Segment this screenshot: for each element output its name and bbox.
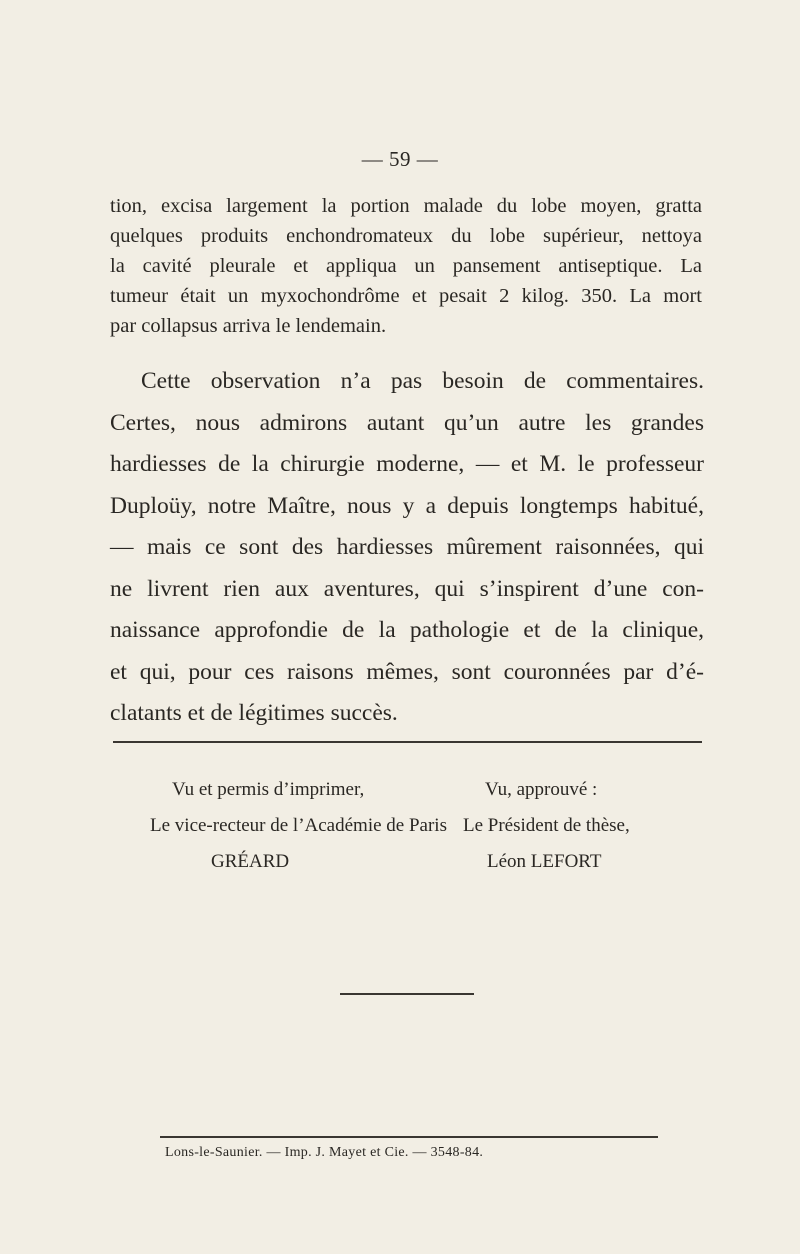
text-line: Cette observation n’a pas besoin de commentaires. — [141, 368, 704, 394]
text-line: ne livrent rien aux aventures, qui s’inspirent d’une con- — [110, 575, 704, 602]
short-divider-rule — [340, 993, 474, 995]
text-line: clatants et de légitimes succès. — [110, 700, 398, 726]
page-number: — 59 — — [361, 147, 439, 171]
approval-right-column — [463, 772, 703, 880]
printer-imprint: Lons-le-Saunier. — Imp. J. Mayet et Cie. — 3548-84. — [165, 1145, 484, 1160]
text-line: — mais ce sont des hardiesses mûrement raisonnées, qui — [110, 534, 704, 560]
approved-line: Vu, approuvé : — [485, 779, 598, 800]
text-line: et qui, pour ces raisons mêmes, sont couronnées par d’é- — [110, 658, 704, 685]
permission-line: Vu et permis d’imprimer, — [172, 779, 365, 800]
text-line: tumeur était un myxochondrôme et pesait 2 kilog. 350. La mort — [110, 285, 702, 307]
imprint-rule — [160, 1136, 658, 1138]
thesis-president-name: Léon LEFORT — [487, 851, 602, 872]
paragraph-conclusion — [110, 361, 704, 735]
divider-rule — [113, 741, 702, 743]
text-line: Duploüy, notre Maître, nous y a depuis longtemps habitué, — [110, 492, 704, 519]
text-line: naissance approfondie de la pathologie et de la clinique, — [110, 617, 704, 643]
paragraph-continuation — [110, 191, 702, 341]
text-line: quelques produits enchondromateux du lobe supérieur, nettoya — [110, 225, 702, 247]
text-line: tion, excisa largement la portion malade du lobe moyen, gratta — [110, 195, 702, 217]
vice-rector-name: GRÉARD — [211, 851, 290, 872]
text-line: la cavité pleurale et appliqua un pansement antiseptique. La — [110, 255, 702, 277]
vice-rector-title: Le vice-recteur de l’Académie de Paris — [150, 815, 447, 836]
approval-block — [0, 772, 800, 882]
text-line: hardiesses de la chirurgie moderne, — et M. le professeur — [110, 451, 704, 477]
approval-left-column — [150, 772, 447, 880]
text-line: Certes, nous admirons autant qu’un autre les grandes — [110, 409, 704, 436]
thesis-president-title: Le Président de thèse, — [463, 815, 630, 836]
text-line: par collapsus arriva le lendemain. — [110, 315, 387, 337]
